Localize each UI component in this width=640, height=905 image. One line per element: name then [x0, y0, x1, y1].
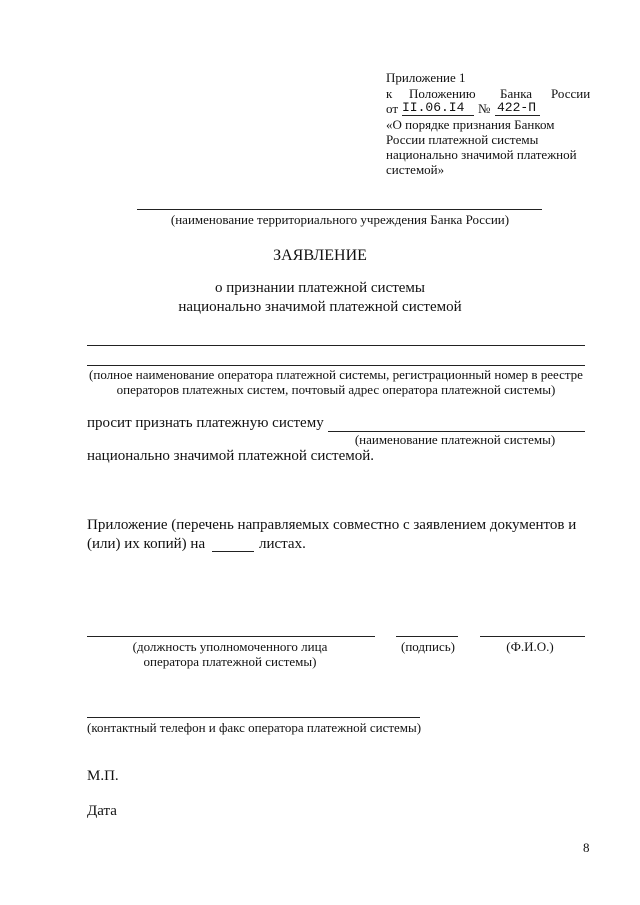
attachment-line-2-end: листах. [259, 536, 306, 552]
request-continuation: национально значимой платежной системой. [87, 448, 374, 464]
attachment-line-1: Приложение (перечень направляемых совместно с заявлением документов и [87, 517, 577, 533]
contact-line [87, 717, 420, 718]
operator-caption-line-1: (полное наименование оператора платежной системы, регистрационный номер в реестре [89, 367, 583, 382]
document-subheading-line-2: национально значимой платежной системой [178, 299, 462, 315]
appendix-date-line [402, 115, 474, 116]
request-text: просит признать платежную систему [87, 415, 324, 431]
full-name-line [480, 636, 585, 637]
operator-caption-line-2: операторов платежных систем, почтовый адрес оператора платежной системы) [116, 382, 556, 397]
appendix-number: 422-П [497, 100, 537, 115]
position-caption-line-2: оператора платежной системы) [143, 654, 317, 669]
signature-line [396, 636, 458, 637]
appendix-number-line [495, 115, 540, 116]
operator-line-2 [87, 365, 585, 366]
full-name-caption: (Ф.И.О.) [506, 639, 554, 654]
payment-system-caption: (наименование платежной системы) [354, 432, 556, 447]
signature-caption: (подпись) [401, 639, 455, 654]
appendix-title-line-2: России платежной системы [386, 132, 539, 147]
appendix-title-line-4: системой» [386, 162, 445, 177]
contact-caption: (контактный телефон и факс оператора платежной системы) [87, 720, 422, 735]
appendix-title-line-1: «О порядке признания Банком [386, 117, 555, 132]
appendix-label: Приложение 1 [386, 70, 466, 85]
appendix-from: от [386, 101, 399, 116]
operator-line-1 [87, 345, 585, 346]
appendix-word-regulation: Положению [409, 86, 476, 101]
document-subheading-line-1: о признании платежной системы [214, 280, 426, 296]
date-label: Дата [87, 803, 117, 819]
stamp-label: М.П. [87, 768, 119, 784]
position-line [87, 636, 375, 637]
appendix-number-sign: № [478, 101, 491, 116]
appendix-word-bank: Банка [500, 86, 533, 101]
territorial-office-line [137, 209, 542, 210]
page-number: 8 [583, 840, 590, 855]
appendix-to: к [386, 86, 393, 101]
document-heading: ЗАЯВЛЕНИЕ [273, 247, 367, 264]
sheets-count-line [212, 551, 254, 552]
territorial-office-caption: (наименование территориального учреждения Банка России) [170, 212, 510, 227]
appendix-word-russia: России [551, 86, 591, 101]
attachment-line-2-start: (или) их копий) на [87, 536, 206, 552]
position-caption-line-1: (должность уполномоченного лица [132, 639, 328, 654]
appendix-date: II.06.I4 [402, 100, 465, 115]
appendix-title-line-3: национально значимой платежной [386, 147, 577, 162]
